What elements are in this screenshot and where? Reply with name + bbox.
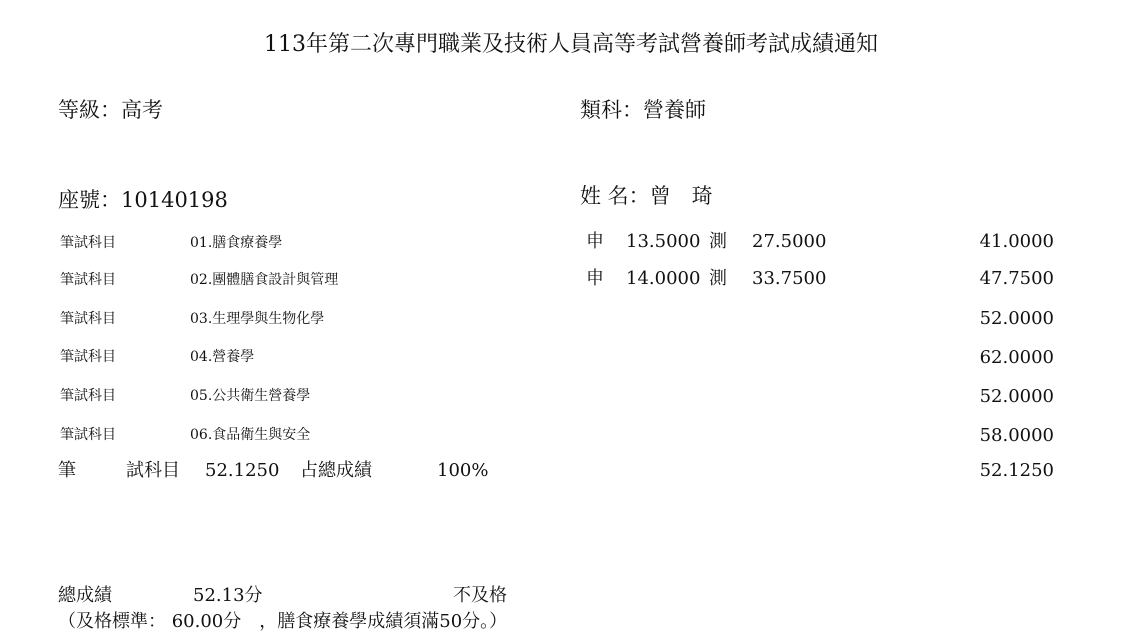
seat-label: 座號： xyxy=(58,188,121,212)
subject-row-2-appeal: 申 xyxy=(586,268,604,289)
summary-weight: 100% xyxy=(437,460,489,481)
seat-value: 10140198 xyxy=(121,188,228,212)
subject-row-4-type: 筆試科目 xyxy=(60,349,116,365)
seat-field xyxy=(58,190,228,211)
subject-row-2-type: 筆試科目 xyxy=(60,272,116,288)
subject-row-6-name: 06.食品衛生與安全 xyxy=(190,427,311,443)
pass-standard-note: （及格標準： 60.00分 ，膳食療養學成績須滿50分。） xyxy=(58,611,508,632)
total-label: 總成績 xyxy=(58,585,112,606)
subject-row-1-type: 筆試科目 xyxy=(60,235,116,251)
subject-row-3-name: 03.生理學與生物化學 xyxy=(190,311,325,327)
subject-row-2-name: 02.團體膳食設計與管理 xyxy=(190,272,339,288)
total-value: 52.13分 xyxy=(193,585,263,606)
subject-row-1-score1: 13.5000 xyxy=(626,231,701,252)
subject-row-4-total: 62.0000 xyxy=(979,347,1054,368)
page-title: 113年第二次專門職業及技術人員高等考試營養師考試成績通知 xyxy=(264,32,878,57)
subject-row-2-score1: 14.0000 xyxy=(626,268,701,289)
level-label: 等級： xyxy=(58,98,121,122)
subject-row-2-score2: 33.7500 xyxy=(752,268,827,289)
name-label: 姓 名： xyxy=(580,184,650,208)
summary-average: 52.1250 xyxy=(205,460,280,481)
name-value: 曾 琦 xyxy=(649,184,713,208)
subject-row-6-total: 58.0000 xyxy=(979,425,1054,446)
subject-row-2-test-label: 測 xyxy=(709,268,727,289)
subject-row-3-total: 52.0000 xyxy=(979,308,1054,329)
summary-label-a: 筆 xyxy=(58,460,76,481)
subject-row-5-type: 筆試科目 xyxy=(60,388,116,404)
subject-row-1-test-label: 測 xyxy=(709,231,727,252)
subject-row-5-name: 05.公共衛生營養學 xyxy=(190,388,311,404)
subject-row-5-total: 52.0000 xyxy=(979,386,1054,407)
category-label: 類科： xyxy=(580,98,643,122)
summary-weight-label: 占總成績 xyxy=(300,460,372,481)
subject-row-1-total: 41.0000 xyxy=(979,231,1054,252)
subject-row-1-score2: 27.5000 xyxy=(752,231,827,252)
name-field xyxy=(580,186,713,207)
result-text: 不及格 xyxy=(453,585,507,606)
subject-row-2-total: 47.7500 xyxy=(979,268,1054,289)
summary-score: 52.1250 xyxy=(979,460,1054,481)
subject-row-1-appeal: 申 xyxy=(586,231,604,252)
subject-row-4-name: 04.營養學 xyxy=(190,349,255,365)
category-field xyxy=(580,100,706,121)
summary-label-b: 試科目 xyxy=(126,460,180,481)
subject-row-1-name: 01.膳食療養學 xyxy=(190,235,283,251)
category-value: 營養師 xyxy=(643,98,706,122)
subject-row-6-type: 筆試科目 xyxy=(60,427,116,443)
subject-row-3-type: 筆試科目 xyxy=(60,311,116,327)
level-value: 高考 xyxy=(121,98,163,122)
level-field xyxy=(58,100,163,121)
